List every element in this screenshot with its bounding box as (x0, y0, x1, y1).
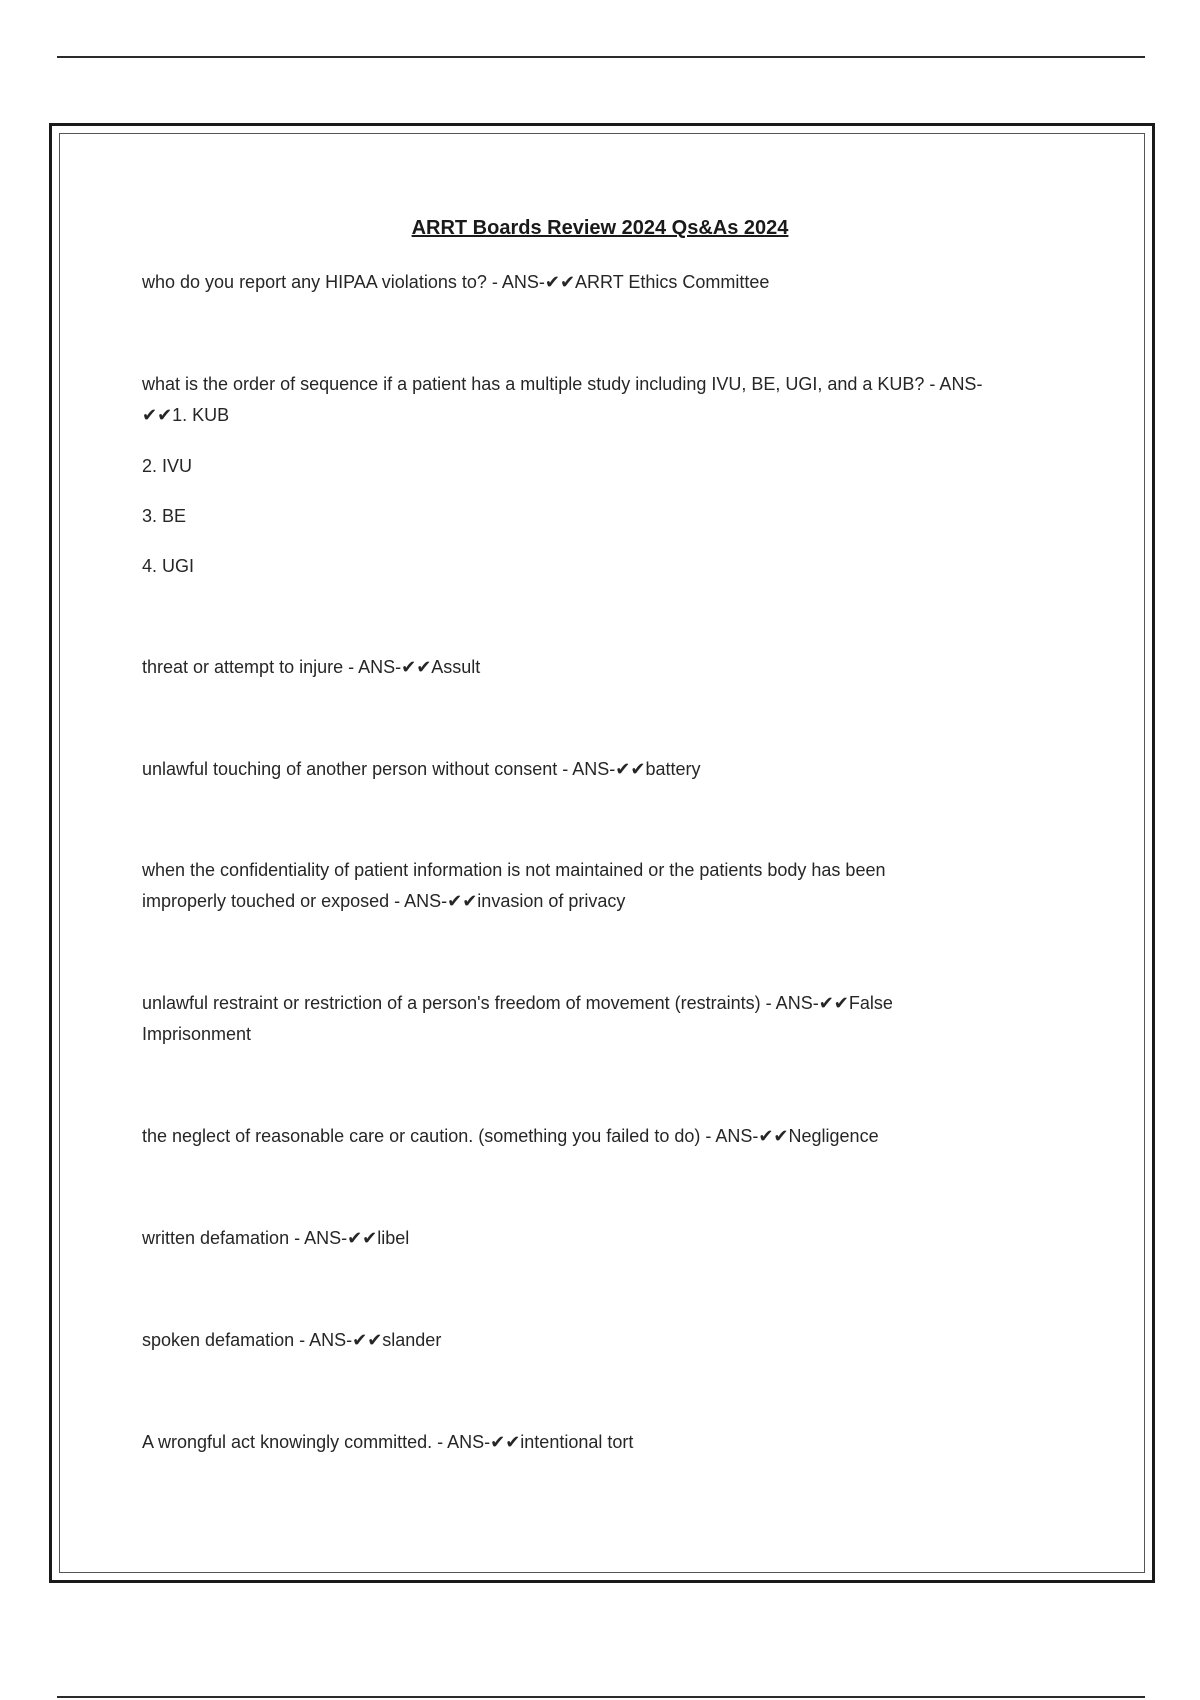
qa-imprisonment-question: unlawful restraint or restriction of a person's freedom of movement (restraints) - ANS-✔✔False (142, 993, 893, 1013)
qa-sequence-answer-1: ✔✔1. KUB (142, 405, 230, 425)
top-rule (57, 56, 1145, 58)
qa-battery: unlawful touching of another person without consent - ANS-✔✔battery (142, 759, 701, 779)
qa-imprisonment-answer: Imprisonment (142, 1024, 252, 1044)
qa-intentional-tort: A wrongful act knowingly committed. - ANS-✔✔intentional tort (142, 1432, 634, 1452)
qa-hipaa: who do you report any HIPAA violations to? - ANS-✔✔ARRT Ethics Committee (142, 272, 770, 292)
qa-assault: threat or attempt to injure - ANS-✔✔Assult (142, 657, 481, 677)
qa-sequence-question: what is the order of sequence if a patient has a multiple study including IVU, BE, UGI, and a KUB? - ANS- (142, 374, 983, 394)
document-title: ARRT Boards Review 2024 Qs&As 2024 (411, 217, 789, 239)
page-frame (49, 123, 1155, 1583)
qa-sequence-answer-3: 3. BE (142, 506, 187, 526)
qa-sequence-answer-4: 4. UGI (142, 556, 195, 576)
qa-negligence: the neglect of reasonable care or caution. (something you failed to do) - ANS-✔✔Negligence (142, 1126, 879, 1146)
page-frame-inner (59, 133, 1145, 1573)
bottom-rule (57, 1696, 1145, 1698)
qa-privacy-question: when the confidentiality of patient information is not maintained or the patients body has been (142, 860, 886, 880)
qa-privacy-answer: improperly touched or exposed - ANS-✔✔invasion of privacy (142, 891, 626, 911)
qa-libel: written defamation - ANS-✔✔libel (142, 1228, 410, 1248)
qa-sequence-answer-2: 2. IVU (142, 456, 193, 476)
qa-slander: spoken defamation - ANS-✔✔slander (142, 1330, 442, 1350)
